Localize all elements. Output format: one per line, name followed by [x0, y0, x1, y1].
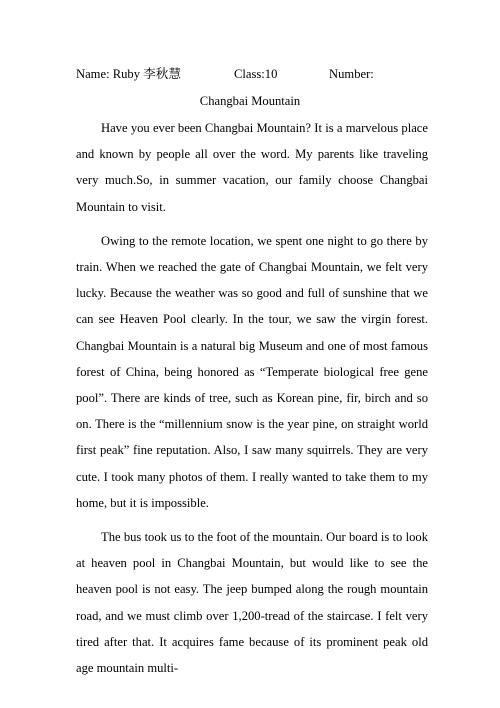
student-info-line	[76, 61, 436, 87]
student-name: Name: Ruby 李秋慧	[76, 67, 181, 81]
student-number: Number:	[329, 67, 374, 81]
paragraph-2: Owing to the remote location, we spent one night to go there by train. When we reached the gate of Changbai Mountain, we felt very lucky. Because the weather was so good and full of sunshine that we can see Heaven Pool clearly. In the tour, we saw the virgin forest. Changbai Mountain is a natural big Museum and one of most famous forest of China, being honored as “Temperate biological free gene pool”. There are kinds of tree, such as Korean pine, fir, birch and so on. There is the “millennium snow is the year pine, on straight world first peak” fine reputation. Also, I saw many squirrels. They are very cute. I took many photos of them. I really wanted to take them to my home, but it is impossible.	[76, 233, 428, 510]
paragraph-3: The bus took us to the foot of the mountain. Our board is to look at heaven pool in Changbai Mountain, but would like to see the heaven pool is not easy. The jeep bumped along the rough mountain road, and we must climb over 1,200-tread of the staircase. I felt very tired after that. It acquires fame because of its prominent peak old age mountain multi-	[76, 530, 428, 676]
paragraph-1: Have you ever been Changbai Mountain? It is a marvelous place and known by people all over the word. My parents like traveling very much.So, in summer vacation, our family choose Changbai Mountain to visit.	[76, 121, 428, 214]
essay-title: Changbai Mountain	[199, 94, 301, 108]
essay-body	[76, 115, 428, 681]
student-class: Class:10	[234, 67, 278, 81]
